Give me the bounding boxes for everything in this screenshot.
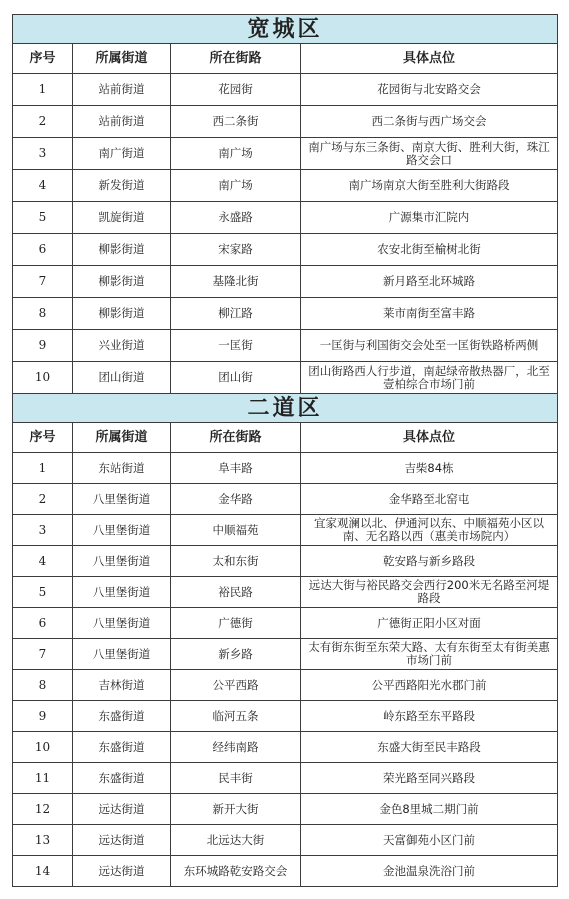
row-street: 金华路 xyxy=(171,484,301,515)
row-location: 公平西路阳光水郡门前 xyxy=(301,670,558,701)
header-subdistrict: 所属街道 xyxy=(73,423,171,453)
row-subdistrict: 东盛街道 xyxy=(73,701,171,732)
table-row xyxy=(13,484,558,515)
row-location: 花园街与北安路交会 xyxy=(301,74,558,106)
row-number: 11 xyxy=(13,763,73,794)
header-location: 具体点位 xyxy=(301,423,558,453)
row-number: 12 xyxy=(13,794,73,825)
row-street: 太和东街 xyxy=(171,546,301,577)
row-street: 公平西路 xyxy=(171,670,301,701)
row-number: 6 xyxy=(13,234,73,266)
header-location: 具体点位 xyxy=(301,44,558,74)
table-row xyxy=(13,453,558,484)
table-row xyxy=(13,701,558,732)
row-number: 7 xyxy=(13,266,73,298)
location-table xyxy=(12,14,558,887)
row-street: 东环城路乾安路交会 xyxy=(171,856,301,887)
document-page xyxy=(12,14,557,887)
row-location: 团山街路西人行步道，南起绿帝散热器厂，北至壹柏综合市场门前 xyxy=(301,362,558,394)
district-title-row xyxy=(13,394,558,423)
table-row xyxy=(13,608,558,639)
row-subdistrict: 东盛街道 xyxy=(73,732,171,763)
row-street: 中顺福苑 xyxy=(171,515,301,546)
row-subdistrict: 吉林街道 xyxy=(73,670,171,701)
header-number: 序号 xyxy=(13,44,73,74)
row-street: 柳江路 xyxy=(171,298,301,330)
row-subdistrict: 远达街道 xyxy=(73,856,171,887)
row-location: 金华路至北窑屯 xyxy=(301,484,558,515)
row-location: 天富御苑小区门前 xyxy=(301,825,558,856)
header-street: 所在街路 xyxy=(171,423,301,453)
table-row xyxy=(13,639,558,670)
row-location: 广德街正阳小区对面 xyxy=(301,608,558,639)
row-location: 宜家观澜以北、伊通河以东、中顺福苑小区以南、无名路以西（惠美市场院内） xyxy=(301,515,558,546)
row-location: 岭东路至东平路段 xyxy=(301,701,558,732)
row-number: 9 xyxy=(13,330,73,362)
row-number: 5 xyxy=(13,577,73,608)
row-location: 南广场南京大街至胜利大街路段 xyxy=(301,170,558,202)
row-location: 太有街东街至东荣大路、太有东街至太有街美惠市场门前 xyxy=(301,639,558,670)
row-subdistrict: 八里堡街道 xyxy=(73,639,171,670)
table-row xyxy=(13,234,558,266)
table-header-row xyxy=(13,44,558,74)
row-street: 西二条街 xyxy=(171,106,301,138)
table-row xyxy=(13,266,558,298)
row-street: 花园街 xyxy=(171,74,301,106)
row-subdistrict: 团山街道 xyxy=(73,362,171,394)
table-row xyxy=(13,330,558,362)
table-row xyxy=(13,794,558,825)
table-header-row xyxy=(13,423,558,453)
row-location: 农安北街至榆树北街 xyxy=(301,234,558,266)
district-section xyxy=(13,394,558,887)
row-subdistrict: 站前街道 xyxy=(73,74,171,106)
table-row xyxy=(13,732,558,763)
row-number: 1 xyxy=(13,453,73,484)
table-row xyxy=(13,170,558,202)
row-street: 民丰街 xyxy=(171,763,301,794)
row-location: 新月路至北环城路 xyxy=(301,266,558,298)
row-location: 东盛大街至民丰路段 xyxy=(301,732,558,763)
row-subdistrict: 柳影街道 xyxy=(73,298,171,330)
table-row xyxy=(13,825,558,856)
row-location: 金色8里城二期门前 xyxy=(301,794,558,825)
row-street: 新开大街 xyxy=(171,794,301,825)
row-subdistrict: 南广街道 xyxy=(73,138,171,170)
table-row xyxy=(13,138,558,170)
row-street: 宋家路 xyxy=(171,234,301,266)
district-title-row xyxy=(13,15,558,44)
table-row xyxy=(13,546,558,577)
row-subdistrict: 东站街道 xyxy=(73,453,171,484)
row-number: 3 xyxy=(13,138,73,170)
row-street: 团山街 xyxy=(171,362,301,394)
district-title: 宽城区 xyxy=(13,15,558,44)
table-row xyxy=(13,670,558,701)
row-location: 南广场与东三条街、南京大街、胜利大街，珠江路交会口 xyxy=(301,138,558,170)
row-street: 基隆北街 xyxy=(171,266,301,298)
row-number: 3 xyxy=(13,515,73,546)
row-number: 4 xyxy=(13,170,73,202)
row-subdistrict: 凯旋街道 xyxy=(73,202,171,234)
row-street: 广德街 xyxy=(171,608,301,639)
row-subdistrict: 八里堡街道 xyxy=(73,515,171,546)
row-street: 一匡街 xyxy=(171,330,301,362)
row-street: 临河五条 xyxy=(171,701,301,732)
table-row xyxy=(13,577,558,608)
row-subdistrict: 新发街道 xyxy=(73,170,171,202)
row-number: 8 xyxy=(13,670,73,701)
row-location: 金池温泉洗浴门前 xyxy=(301,856,558,887)
row-subdistrict: 柳影街道 xyxy=(73,266,171,298)
row-number: 6 xyxy=(13,608,73,639)
header-street: 所在街路 xyxy=(171,44,301,74)
row-street: 经纬南路 xyxy=(171,732,301,763)
row-subdistrict: 兴业街道 xyxy=(73,330,171,362)
row-number: 5 xyxy=(13,202,73,234)
row-location: 广源集市汇院内 xyxy=(301,202,558,234)
row-subdistrict: 远达街道 xyxy=(73,825,171,856)
row-number: 10 xyxy=(13,732,73,763)
district-section xyxy=(13,15,558,394)
row-subdistrict: 八里堡街道 xyxy=(73,577,171,608)
table-row xyxy=(13,298,558,330)
row-location: 一匡街与利国街交会处至一匡街铁路桥两侧 xyxy=(301,330,558,362)
header-subdistrict: 所属街道 xyxy=(73,44,171,74)
row-number: 14 xyxy=(13,856,73,887)
table-row xyxy=(13,106,558,138)
row-location: 远达大街与裕民路交会西行200米无名路至河堤路段 xyxy=(301,577,558,608)
row-number: 1 xyxy=(13,74,73,106)
row-subdistrict: 站前街道 xyxy=(73,106,171,138)
row-street: 南广场 xyxy=(171,170,301,202)
table-row xyxy=(13,362,558,394)
row-street: 南广场 xyxy=(171,138,301,170)
row-subdistrict: 柳影街道 xyxy=(73,234,171,266)
row-number: 2 xyxy=(13,484,73,515)
row-location: 荣光路至同兴路段 xyxy=(301,763,558,794)
row-street: 新乡路 xyxy=(171,639,301,670)
row-number: 9 xyxy=(13,701,73,732)
table-row xyxy=(13,74,558,106)
row-subdistrict: 八里堡街道 xyxy=(73,608,171,639)
table-row xyxy=(13,202,558,234)
row-subdistrict: 八里堡街道 xyxy=(73,546,171,577)
district-title: 二道区 xyxy=(13,394,558,423)
row-number: 8 xyxy=(13,298,73,330)
table-row xyxy=(13,856,558,887)
row-subdistrict: 八里堡街道 xyxy=(73,484,171,515)
row-street: 永盛路 xyxy=(171,202,301,234)
row-street: 阜丰路 xyxy=(171,453,301,484)
row-subdistrict: 东盛街道 xyxy=(73,763,171,794)
table-row xyxy=(13,515,558,546)
row-number: 13 xyxy=(13,825,73,856)
row-location: 莱市南街至富丰路 xyxy=(301,298,558,330)
header-number: 序号 xyxy=(13,423,73,453)
row-number: 2 xyxy=(13,106,73,138)
row-street: 北远达大街 xyxy=(171,825,301,856)
row-number: 4 xyxy=(13,546,73,577)
row-number: 10 xyxy=(13,362,73,394)
row-location: 西二条街与西广场交会 xyxy=(301,106,558,138)
row-location: 吉柴84栋 xyxy=(301,453,558,484)
table-row xyxy=(13,763,558,794)
row-number: 7 xyxy=(13,639,73,670)
row-subdistrict: 远达街道 xyxy=(73,794,171,825)
row-location: 乾安路与新乡路段 xyxy=(301,546,558,577)
row-street: 裕民路 xyxy=(171,577,301,608)
